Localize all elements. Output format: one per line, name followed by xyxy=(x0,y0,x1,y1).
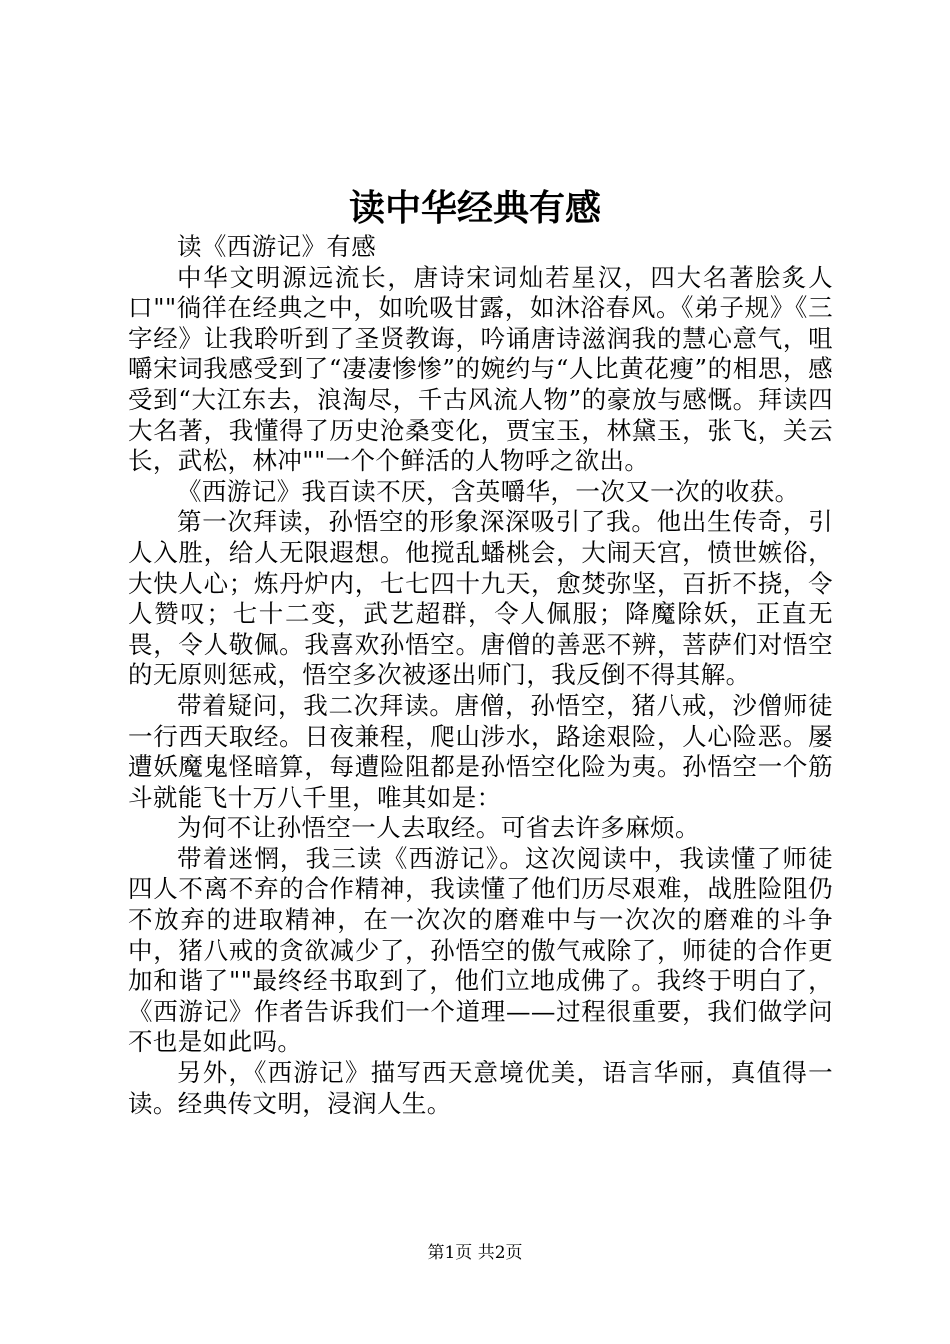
paragraph: 带着迷惘，我三读《西游记》。这次阅读中，我读懂了师徒四人不离不弃的合作精神，我读懂了他们历尽艰难，战胜险阻仍不放弃的进取精神，在一次次的磨难中与一次次的磨难的斗争中，猪八戒的贪欲减少了，孙悟空的傲气戒除了，师徒的合作更加和谐了""最终经书取到了，他们立地成佛了。我终于明白了，《西游记》作者告诉我们一个道理——过程很重要，我们做学问不也是如此吗。 xyxy=(128,843,833,1057)
paragraph: 《西游记》我百读不厌，含英嚼华，一次又一次的收获。 xyxy=(177,476,800,506)
paragraph-subtitle: 读《西游记》有感 xyxy=(177,232,377,261)
paragraph: 为何不让孙悟空一人去取经。可省去许多麻烦。 xyxy=(177,813,700,843)
document-title: 读中华经典有感 xyxy=(348,187,601,229)
document-body xyxy=(128,232,833,1119)
page-number-footer: 第1页 共2页 xyxy=(427,1243,523,1263)
paragraph: 带着疑问，我二次拜读。唐僧，孙悟空，猪八戒，沙僧师徒一行西天取经。日夜兼程，爬山涉水，路途艰险，人心险恶。屡遭妖魔鬼怪暗算，每遭险阻都是孙悟空化险为夷。孙悟空一个筋斗就能飞十万八千里，唯其如是： xyxy=(128,690,833,812)
paragraph: 另外，《西游记》描写西天意境优美，语言华丽，真值得一读。经典传文明，浸润人生。 xyxy=(128,1058,833,1118)
paragraph: 第一次拜读，孙悟空的形象深深吸引了我。他出生传奇，引人入胜，给人无限遐想。他搅乱蟠桃会，大闹天宫，愤世嫉俗，大快人心；炼丹炉内，七七四十九天，愈焚弥坚，百折不挠，令人赞叹；七十二变，武艺超群，令人佩服；降魔除妖，正直无畏，令人敬佩。我喜欢孙悟空。唐僧的善恶不辨，菩萨们对悟空的无原则惩戒，悟空多次被逐出师门，我反倒不得其解。 xyxy=(128,507,833,690)
paragraph: 中华文明源远流长，唐诗宋词灿若星汉，四大名著脍炙人口""徜徉在经典之中，如吮吸甘露，如沐浴春风。《弟子规》《三字经》让我聆听到了圣贤教诲，吟诵唐诗滋润我的慧心意气，咀嚼宋词我感受到了“凄凄惨惨”的婉约与“人比黄花瘦”的相思，感受到“大江东去，浪淘尽，千古风流人物”的豪放与感慨。拜读四大名著，我懂得了历史沧桑变化，贾宝玉，林黛玉，张飞，关云长，武松，林冲""一个个鲜活的人物呼之欲出。 xyxy=(128,262,833,476)
